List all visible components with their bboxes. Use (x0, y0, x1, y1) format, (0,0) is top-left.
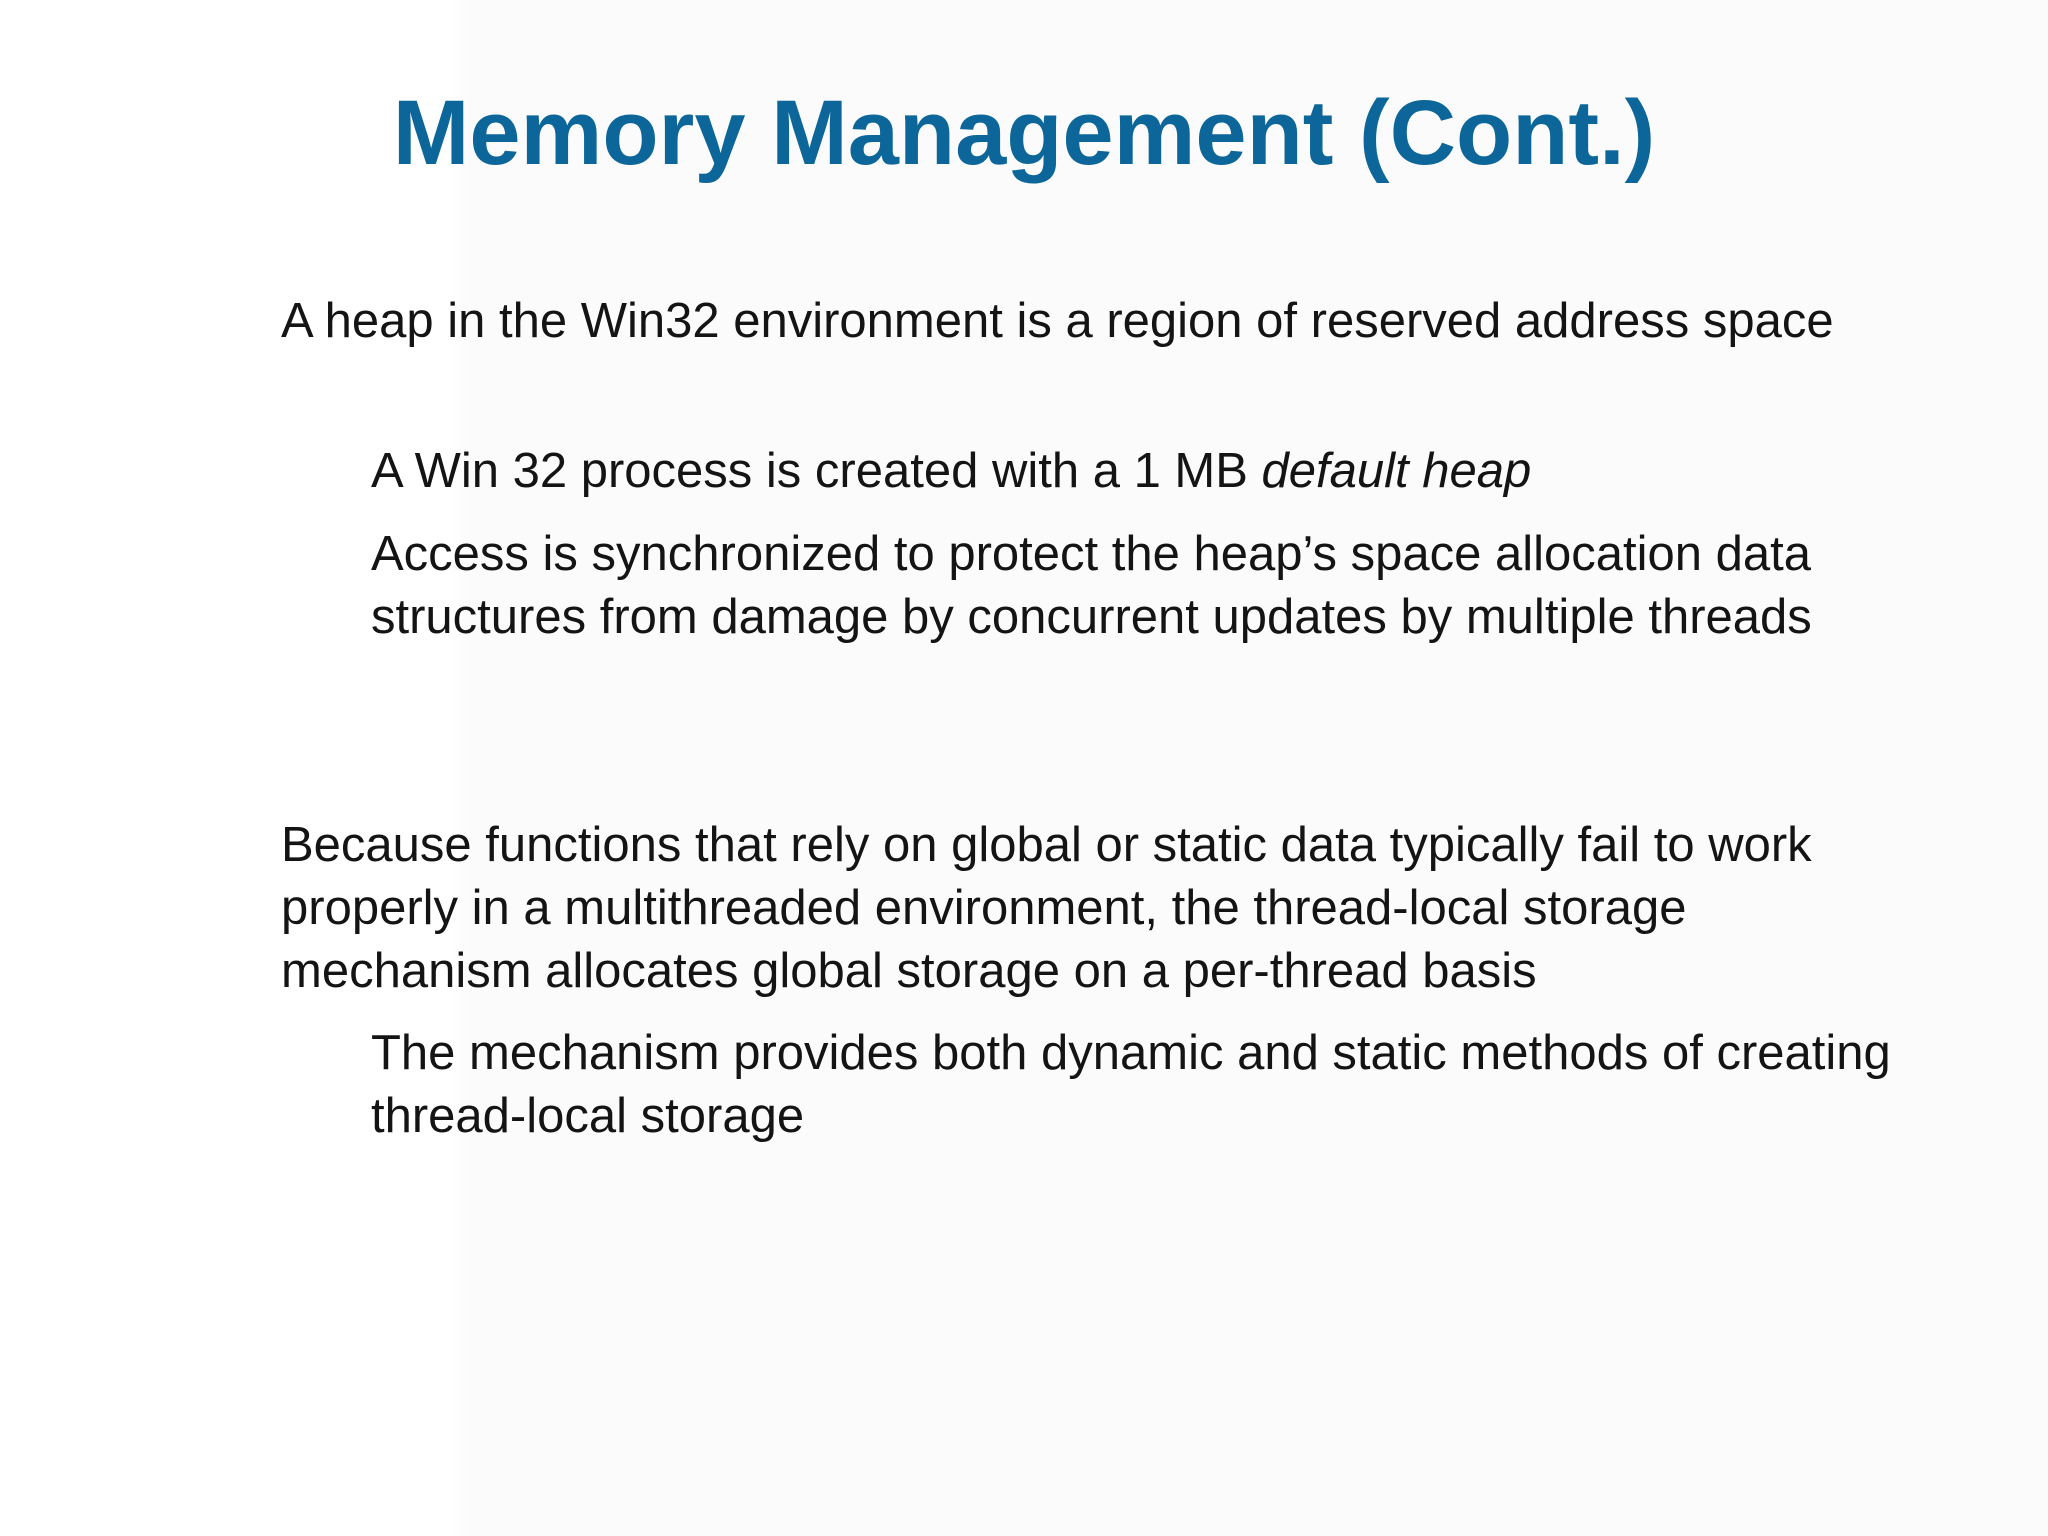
sub-bullet-default-heap (371, 440, 1931, 503)
slide-title: Memory Management (Cont.) (392, 82, 1656, 184)
bullet-thread-local-storage: Because functions that rely on global or static data typically fail to work properly in a multithreaded environment, the thread-local storage mechanism allocates global storage on a per-thread basis (281, 818, 1812, 998)
sub-bullet-tls-methods: The mechanism provides both dynamic and static methods of creating thread-local storage (371, 1026, 1891, 1143)
default-heap-emphasis: default heap (1261, 444, 1532, 498)
bullet-heap-definition: A heap in the Win32 environment is a region of reserved address space (281, 294, 1834, 348)
sub-bullet-access-synchronized: Access is synchronized to protect the heap’s space allocation data structures from damage by concurrent updates by multiple threads (371, 527, 1812, 644)
sub-bullet-default-heap-text: A Win 32 process is created with a 1 MB (371, 444, 1262, 498)
